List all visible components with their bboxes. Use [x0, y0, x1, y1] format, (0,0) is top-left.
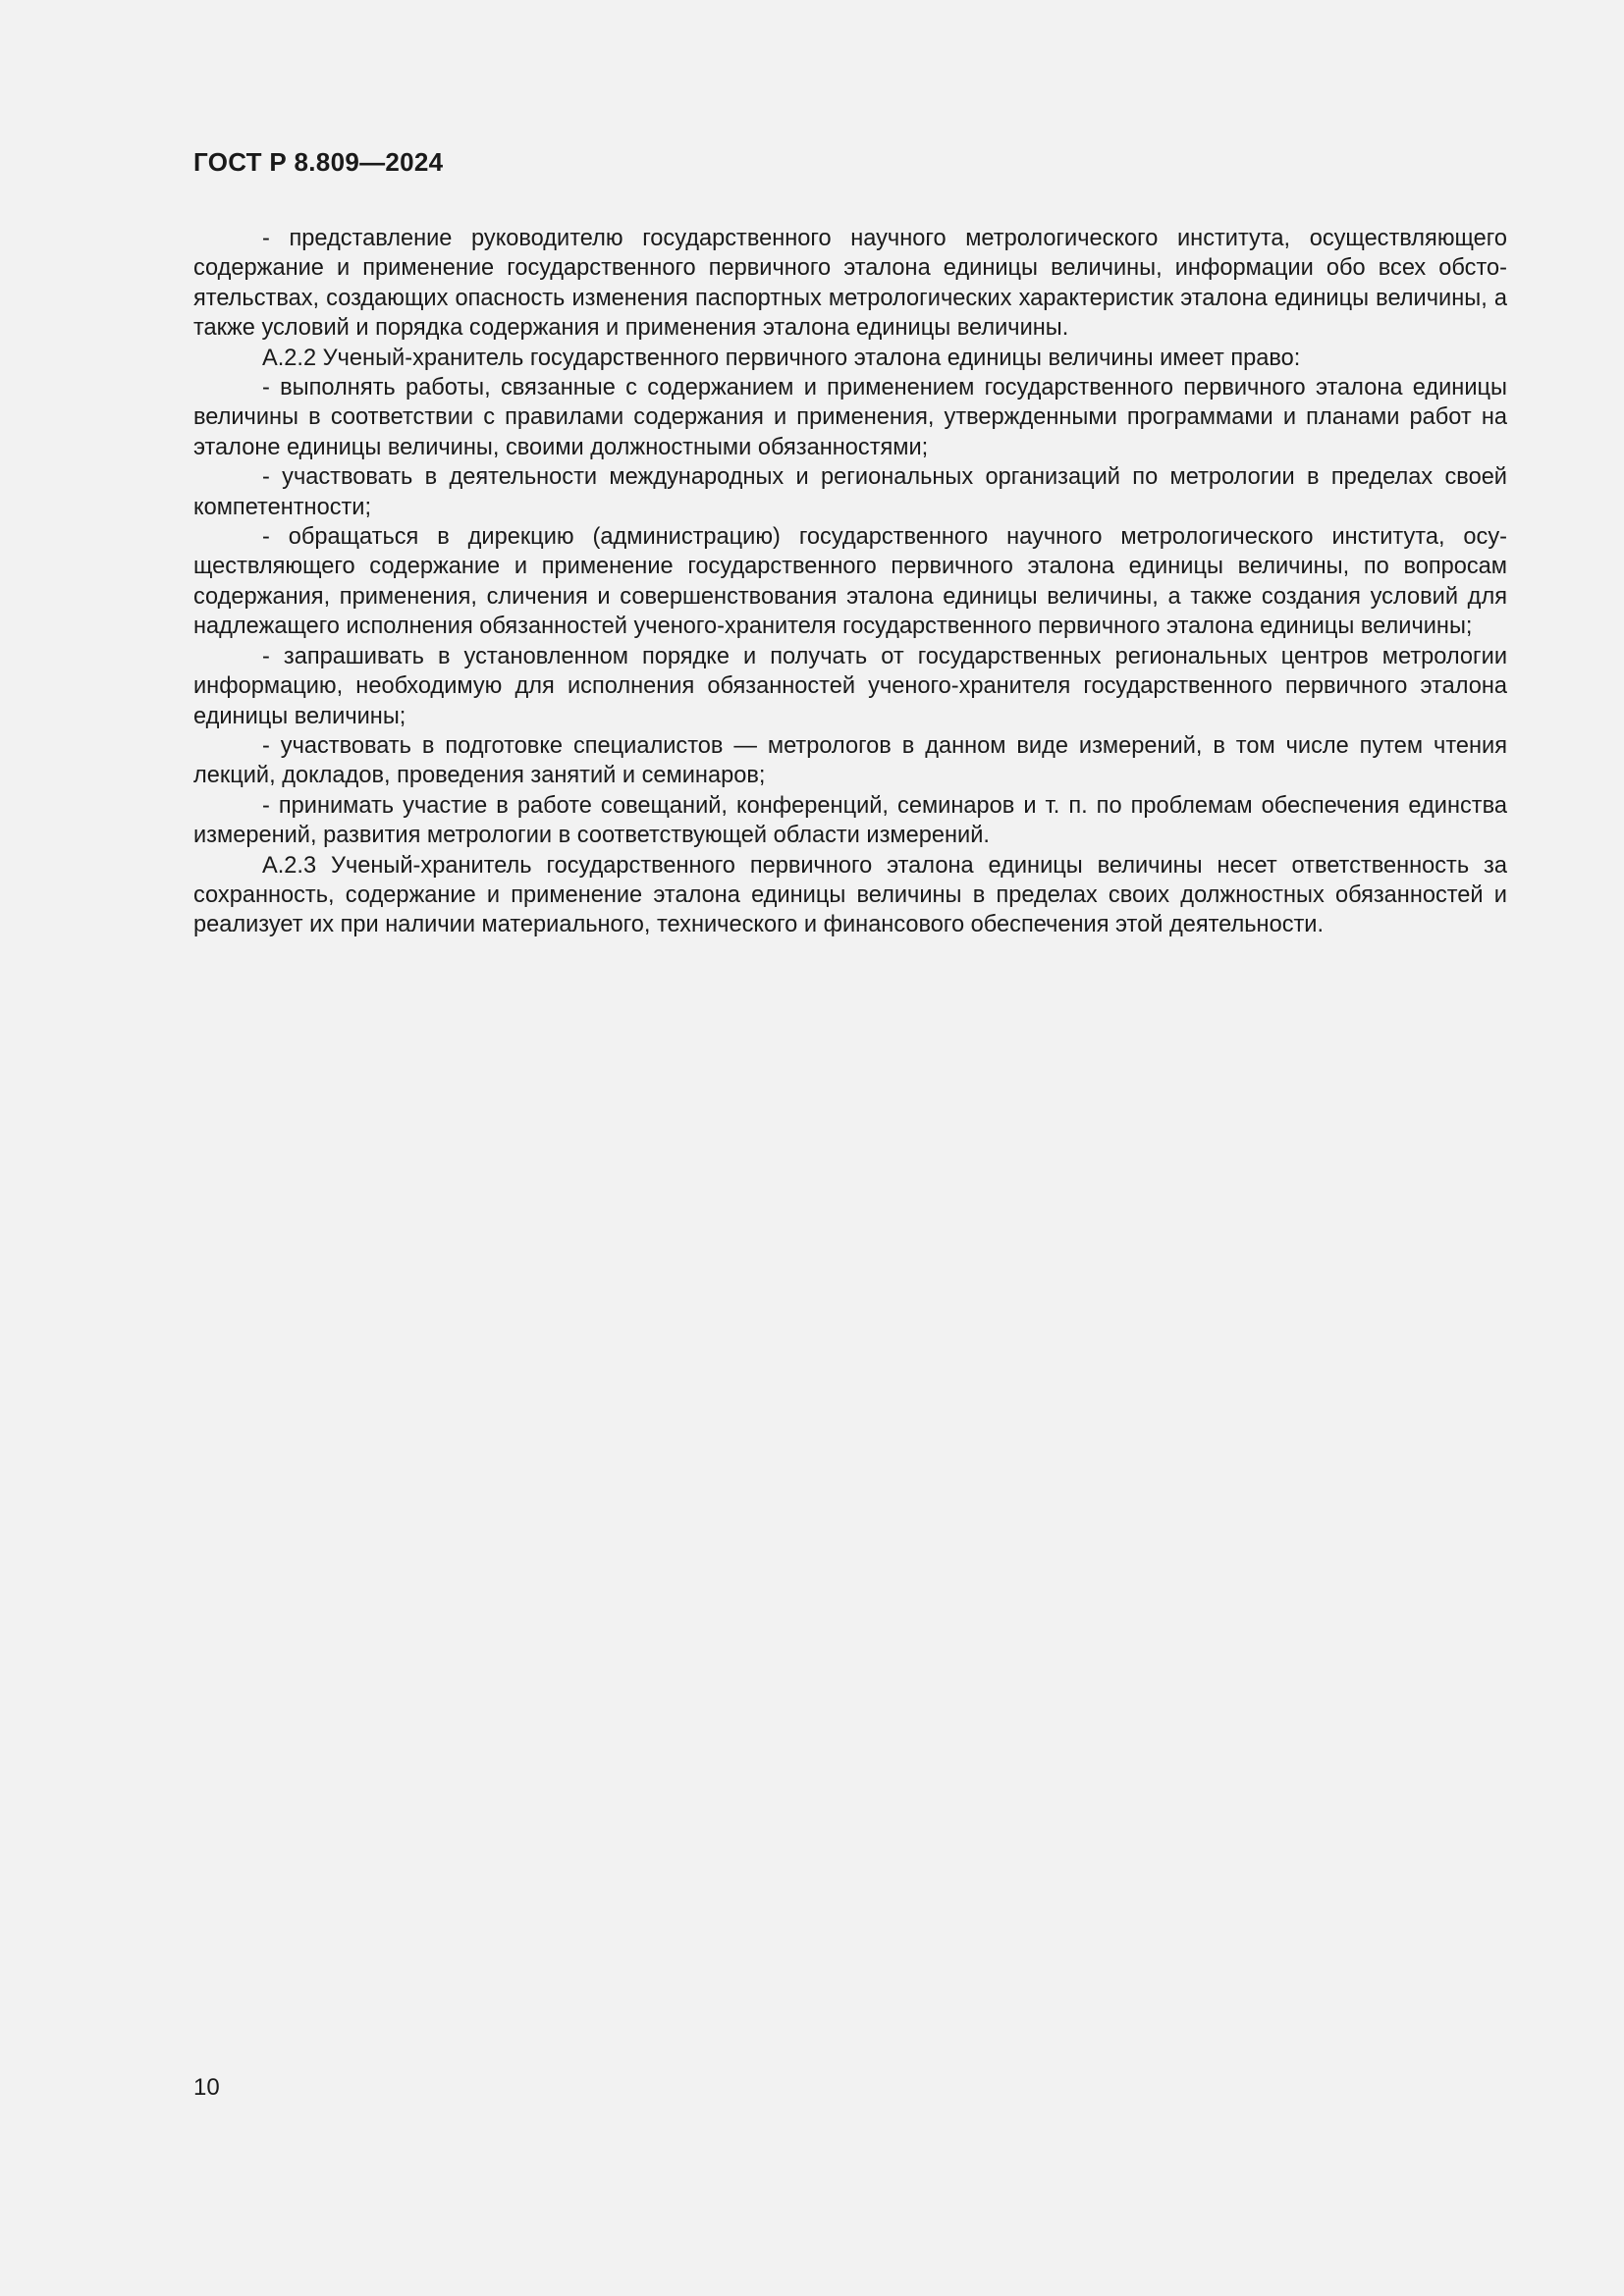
paragraph: - принимать участие в работе совещаний, конференций, семинаров и т. п. по проблемам обеспечения единства измерений, развития метрологии в соответствующей области измерений. [193, 792, 1507, 849]
document-body [193, 224, 1507, 940]
paragraph: А.2.2 Ученый-хранитель государственного первичного эталона единицы величины имеет право: [262, 345, 1301, 371]
paragraph: - участвовать в подготовке специалистов — метрологов в данном виде измерений, в том числе путем чтения лекций, докладов, проведения занятий и семинаров; [193, 732, 1507, 789]
paragraph: - участвовать в деятельности международных и региональных организаций по метрологии в пределах своей компетентности; [193, 464, 1507, 520]
paragraph: - обращаться в дирекцию (администрацию) государственного научного метрологического института, осуществляющего содержание и применение государственного первичного эталона единицы величины, по вопросам содержания, применения, сличения и совершенствования эталона единицы величины, а также создания условий для надлежащего исполнения обязанностей ученого-хранителя государственного первичного эталона единицы величины; [193, 524, 1507, 640]
paragraph: - выполнять работы, связанные с содержанием и применением государственного первичного эталона единицы величины в соответствии с правилами содержания и применения, утвержденными программами и планами работ на эталоне единицы величины, своими должностными обязанностями; [193, 375, 1507, 460]
document-header: ГОСТ Р 8.809—2024 [193, 147, 444, 177]
paragraph: - запрашивать в установленном порядке и получать от государственных региональных центров метрологии информацию, необходимую для исполнения обязанностей ученого-хранителя государственного первичного эталона единицы величины; [193, 643, 1507, 729]
page-number: 10 [193, 2074, 220, 2101]
paragraph: А.2.3 Ученый-хранитель государственного первичного эталона единицы величины несет ответственность за сохранность, содержание и применение эталона единицы величины в пределах своих должностных обязанностей и реализует их при наличии материального, технического и финансового обеспечения этой деятельности. [193, 852, 1507, 938]
paragraph: - представление руководителю государственного научного метрологического института, осуществляющего содержание и применение государственного первичного эталона единицы величины, информации обо всех обстоятельствах, создающих опасность изменения паспортных метрологических характеристик эталона единицы величины, а также условий и порядка содержания и применения эталона единицы величины. [193, 226, 1507, 342]
